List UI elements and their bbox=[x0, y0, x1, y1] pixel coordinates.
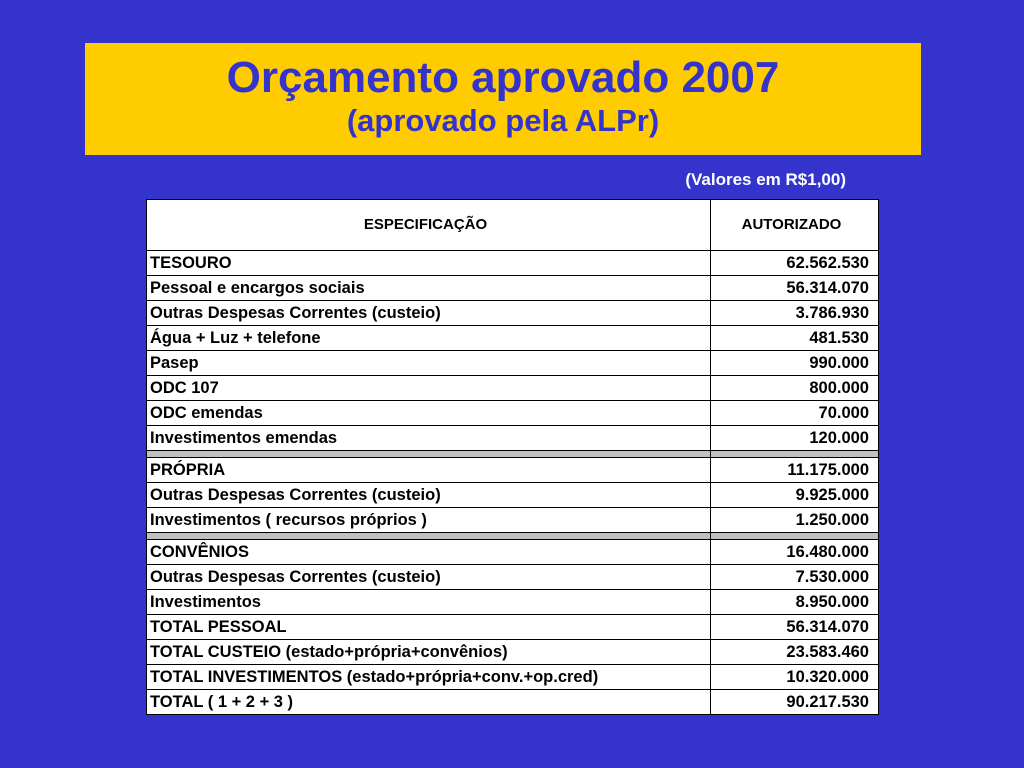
row-value: 90.217.530 bbox=[711, 690, 879, 715]
slide-subtitle: (aprovado pela ALPr) bbox=[346, 103, 660, 138]
row-value: 23.583.460 bbox=[711, 640, 879, 665]
table-row bbox=[147, 690, 879, 715]
row-label: Pessoal e encargos sociais bbox=[147, 276, 711, 301]
separator-cell bbox=[147, 533, 711, 540]
table-header-row bbox=[147, 200, 879, 251]
separator-cell bbox=[147, 451, 711, 458]
table-row bbox=[147, 401, 879, 426]
header-especificacao: ESPECIFICAÇÃO bbox=[147, 200, 711, 251]
table-row bbox=[147, 665, 879, 690]
table-row bbox=[147, 458, 879, 483]
table-row bbox=[147, 351, 879, 376]
row-label: Investimentos emendas bbox=[147, 426, 711, 451]
row-label: Outras Despesas Correntes (custeio) bbox=[147, 301, 711, 326]
separator-cell bbox=[711, 451, 879, 458]
budget-table bbox=[146, 199, 879, 715]
row-value: 9.925.000 bbox=[711, 483, 879, 508]
row-value: 62.562.530 bbox=[711, 251, 879, 276]
units-note: (Valores em R$1,00) bbox=[685, 170, 846, 189]
table-row bbox=[147, 276, 879, 301]
row-label: TESOURO bbox=[147, 251, 711, 276]
separator-cell bbox=[711, 533, 879, 540]
row-label: Pasep bbox=[147, 351, 711, 376]
slide-title: Orçamento aprovado 2007 bbox=[226, 53, 780, 102]
row-label: CONVÊNIOS bbox=[147, 540, 711, 565]
row-label: ODC 107 bbox=[147, 376, 711, 401]
row-value: 990.000 bbox=[711, 351, 879, 376]
table-row bbox=[147, 540, 879, 565]
row-label: PRÓPRIA bbox=[147, 458, 711, 483]
row-label: Outras Despesas Correntes (custeio) bbox=[147, 483, 711, 508]
row-label: Investimentos ( recursos próprios ) bbox=[147, 508, 711, 533]
table-row bbox=[147, 483, 879, 508]
row-label: Outras Despesas Correntes (custeio) bbox=[147, 565, 711, 590]
row-value: 11.175.000 bbox=[711, 458, 879, 483]
table-row bbox=[147, 640, 879, 665]
row-value: 70.000 bbox=[711, 401, 879, 426]
table-row bbox=[147, 590, 879, 615]
section-separator bbox=[147, 451, 879, 458]
row-label: TOTAL ( 1 + 2 + 3 ) bbox=[147, 690, 711, 715]
row-label: TOTAL CUSTEIO (estado+própria+convênios) bbox=[147, 640, 711, 665]
table-row bbox=[147, 251, 879, 276]
table-row bbox=[147, 376, 879, 401]
row-value: 120.000 bbox=[711, 426, 879, 451]
row-value: 56.314.070 bbox=[711, 615, 879, 640]
row-value: 10.320.000 bbox=[711, 665, 879, 690]
header-autorizado: AUTORIZADO bbox=[711, 200, 879, 251]
row-value: 56.314.070 bbox=[711, 276, 879, 301]
row-label: TOTAL PESSOAL bbox=[147, 615, 711, 640]
row-value: 481.530 bbox=[711, 326, 879, 351]
row-value: 8.950.000 bbox=[711, 590, 879, 615]
row-value: 1.250.000 bbox=[711, 508, 879, 533]
section-separator bbox=[147, 533, 879, 540]
table-row bbox=[147, 301, 879, 326]
row-label: Água + Luz + telefone bbox=[147, 326, 711, 351]
row-value: 800.000 bbox=[711, 376, 879, 401]
row-value: 3.786.930 bbox=[711, 301, 879, 326]
row-label: Investimentos bbox=[147, 590, 711, 615]
row-value: 7.530.000 bbox=[711, 565, 879, 590]
table-row bbox=[147, 565, 879, 590]
row-label: ODC emendas bbox=[147, 401, 711, 426]
title-banner bbox=[85, 43, 921, 155]
table-row bbox=[147, 326, 879, 351]
row-value: 16.480.000 bbox=[711, 540, 879, 565]
table-row bbox=[147, 508, 879, 533]
table-row bbox=[147, 615, 879, 640]
row-label: TOTAL INVESTIMENTOS (estado+própria+conv.+op.cred) bbox=[147, 665, 711, 690]
table-row bbox=[147, 426, 879, 451]
